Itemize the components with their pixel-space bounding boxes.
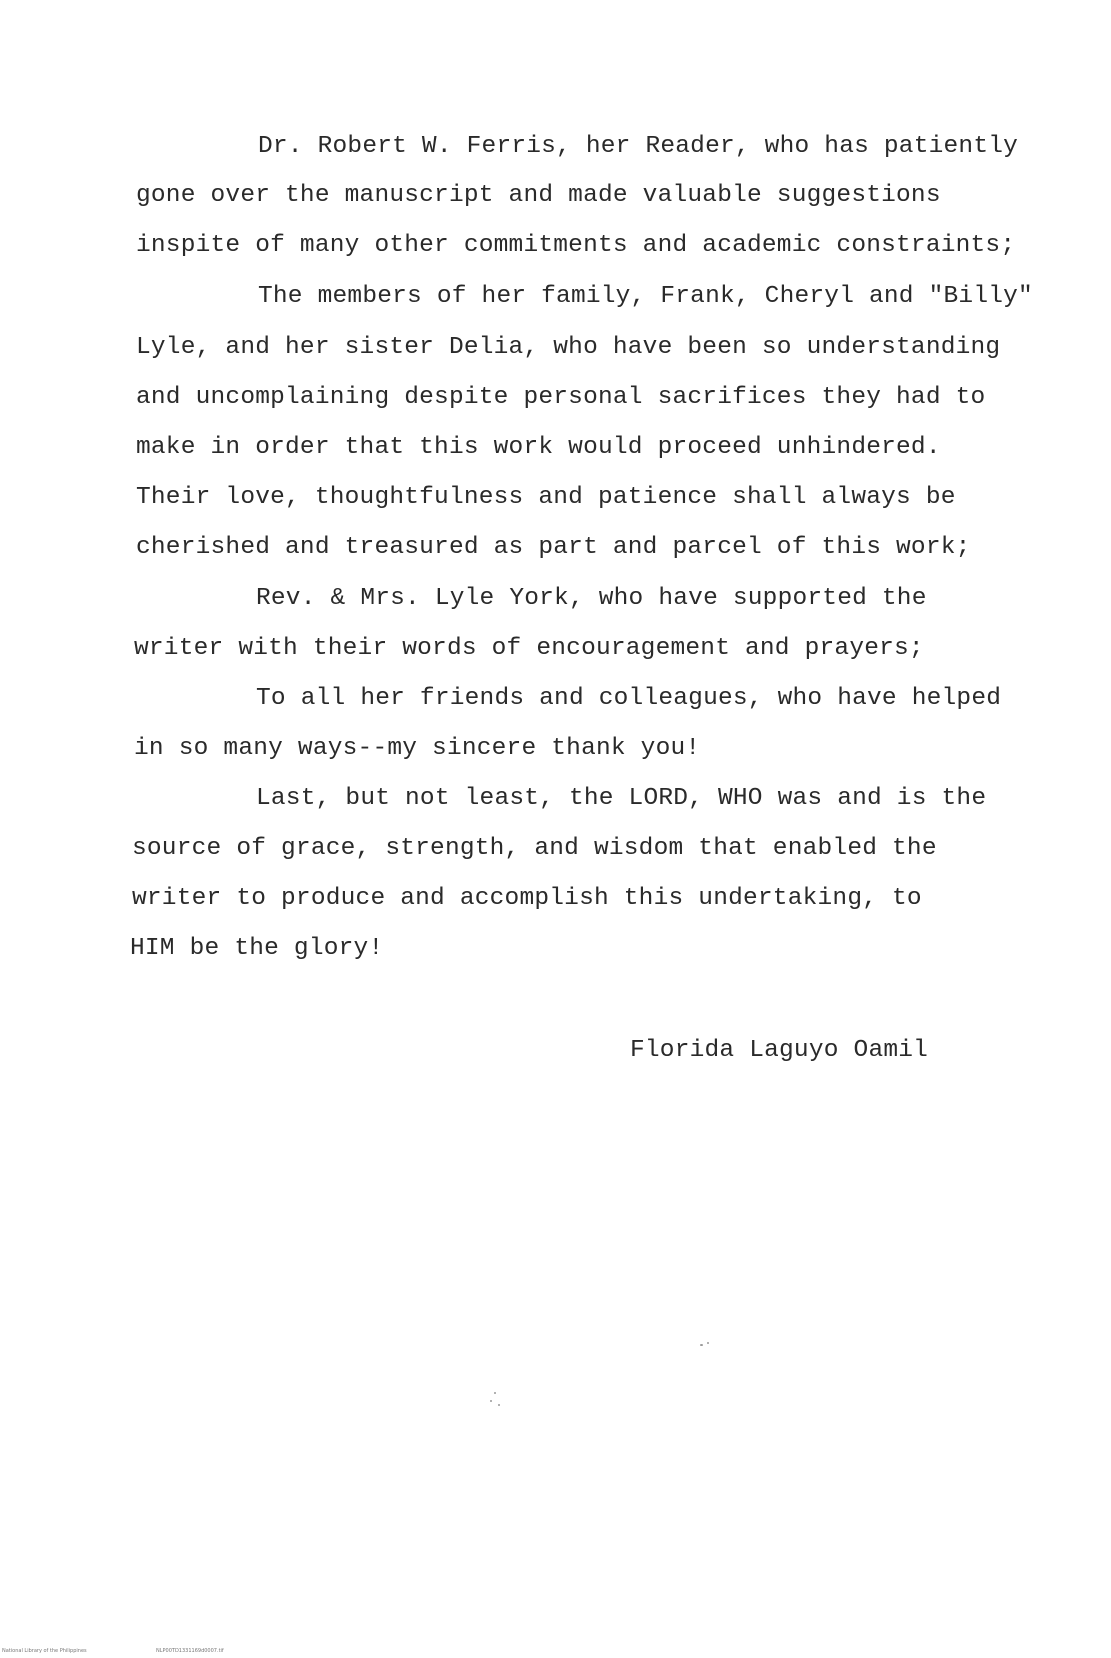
- text-line: Lyle, and her sister Delia, who have been so understanding: [136, 334, 1001, 361]
- text-line: cherished and treasured as part and parcel of this work;: [136, 534, 971, 561]
- footer-file-id: NLP00TD1331169d0007.tif: [156, 1648, 224, 1654]
- scan-speck: [707, 1342, 709, 1344]
- text-line: writer with their words of encouragement and prayers;: [134, 635, 924, 662]
- text-line: inspite of many other commitments and academic constraints;: [136, 232, 1016, 259]
- scan-speck: [490, 1400, 492, 1402]
- text-line: HIM be the glory!: [130, 935, 384, 962]
- text-line: The members of her family, Frank, Cheryl and "Billy": [258, 283, 1033, 310]
- text-line: gone over the manuscript and made valuable suggestions: [136, 182, 941, 209]
- scan-speck: [700, 1344, 703, 1346]
- text-line: Dr. Robert W. Ferris, her Reader, who has patiently: [258, 133, 1019, 160]
- text-line: To all her friends and colleagues, who have helped: [256, 685, 1002, 712]
- text-line: source of grace, strength, and wisdom that enabled the: [132, 835, 937, 862]
- text-line: Their love, thoughtfulness and patience shall always be: [136, 484, 956, 511]
- signature: Florida Laguyo Oamil: [630, 1037, 929, 1064]
- scan-speck: [498, 1404, 500, 1406]
- footer-library-label: National Library of the Philippines: [2, 1648, 87, 1654]
- scan-speck: [494, 1392, 496, 1394]
- text-line: writer to produce and accomplish this undertaking, to: [132, 885, 922, 912]
- text-line: Rev. & Mrs. Lyle York, who have supported the: [256, 585, 927, 612]
- text-line: and uncomplaining despite personal sacrifices they had to: [136, 384, 986, 411]
- text-line: Last, but not least, the LORD, WHO was and is the: [256, 785, 987, 812]
- text-line: in so many ways--my sincere thank you!: [134, 735, 701, 762]
- text-line: make in order that this work would proceed unhindered.: [136, 434, 941, 461]
